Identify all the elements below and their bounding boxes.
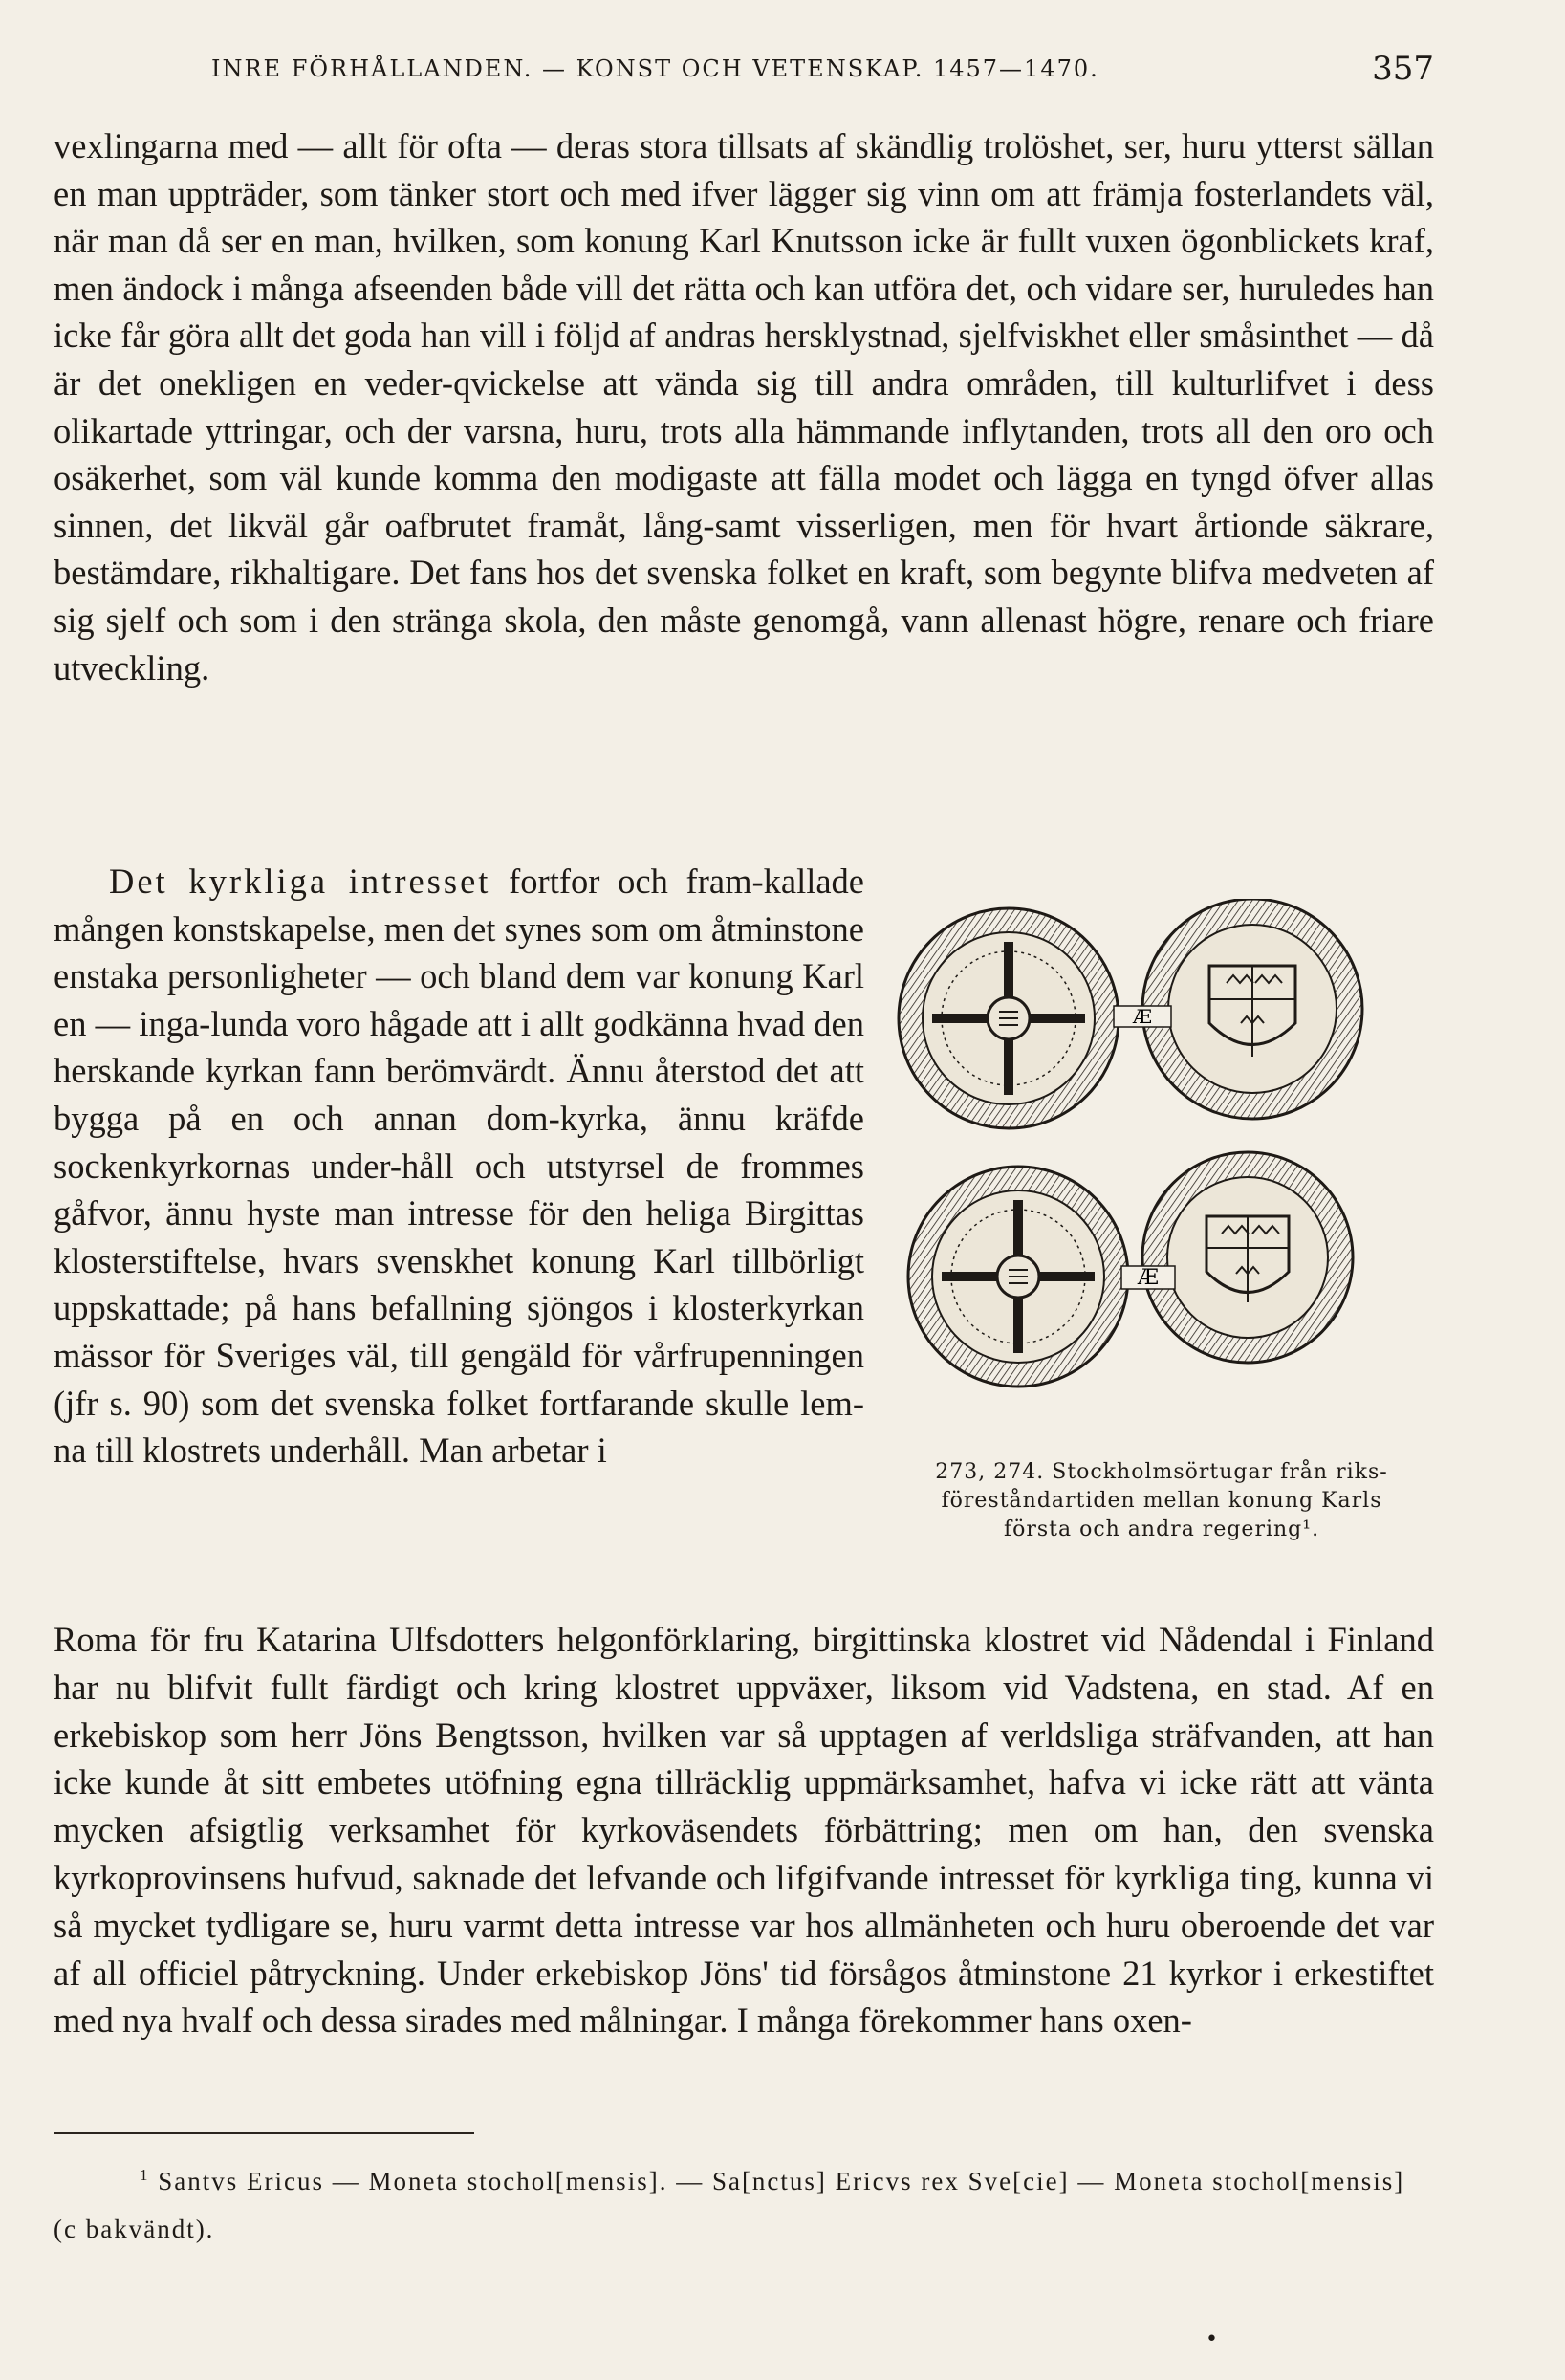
paragraph-2 xyxy=(54,858,864,1474)
footnote-divider xyxy=(54,2132,474,2134)
body-text-wrapped xyxy=(54,858,864,1474)
body-text-bottom xyxy=(54,1616,1434,2044)
coin-274-reverse xyxy=(1142,1152,1353,1363)
caption-line: 273, 274. Stockholmsörtugar från riks- xyxy=(935,1460,1388,1484)
coin-illustration xyxy=(875,899,1448,1453)
paragraph-2-text: fortfor och fram-kallade mången konstskapelse, men det synes som om åtminstone enstaka personligheter — och bland dem var konung Karl en — inga-lunda voro hågade att i allt godkänna hvad den herskande kyrkan fann berömvärdt. Ännu återstod det att bygga på en och annan dom-kyrka, ännu kräfde sockenkyrkornas under-håll och utstyrsel de frommes gåfvor, ännu hyste man intresse för den heliga Birgittas klosterstiftelse, hvars svenskhet konung Karl tillbörligt uppskattade; på hans befallning sjöngos i klosterkyrkan mässor för Sveriges väl, till gengäld för vårfrupenningen (jfr s. 90) som det svenska folket fortfarande skulle lem-na till klostrets underhåll. Man arbetar i xyxy=(54,862,864,1471)
page-mark: • xyxy=(1206,2327,1218,2351)
footnote-text: Santvs Ericus — Moneta stochol[mensis]. — Sa[nctus] Ericvs rex Sve[cie] — Moneta stochol[mensis] (c bakvändt). xyxy=(54,2167,1405,2243)
footnote-marker: 1 xyxy=(140,2166,150,2184)
coin-274-obverse xyxy=(908,1167,1128,1387)
coin-mark-2: Æ xyxy=(1137,1266,1160,1290)
body-text-top xyxy=(54,122,1434,691)
caption-line: första och andra regering¹. xyxy=(1003,1518,1320,1541)
spaced-emphasis: Det kyrkliga intresset xyxy=(109,862,491,901)
caption-line: föreståndartiden mellan konung Karls xyxy=(941,1489,1382,1513)
paragraph-2-continued: Roma för fru Katarina Ulfsdotters helgonförklaring, birgittinska klostret vid Nådendal i Finland har nu blifvit fullt färdigt och kring klostret uppväxer, liksom vid Vadstena, en stad. Af en erkebiskop som herr Jöns Bengtsson, hvilken var så upptagen af verldsliga sträfvanden, att han icke kunde åt sitt embetes utöfning egna tillräcklig uppmärksamhet, hafva vi icke rätt att vänta mycken afsigtlig verksamhet för kyrkoväsendets förbättring; men om han, den svenska kyrkoprovinsens hufvud, saknade det lefvande och lifgifvande intresset för kyrkliga ting, kunna vi så mycket tydligare se, huru varmt detta intresse var hos allmänheten och huru oberoende det var af all officiel påtryckning. Under erkebiskop Jöns' tid försågos åtminstone 21 kyrkor i erkestiftet med nya hvalf och dessa sirades med målningar. I många förekommer hans oxen- xyxy=(54,1620,1434,2041)
page-number: 357 xyxy=(1372,50,1434,88)
coin-figure xyxy=(875,899,1448,1606)
running-title: INRE FÖRHÅLLANDEN. — KONST OCH VETENSKAP. 1457—1470. xyxy=(211,55,1099,82)
footnote xyxy=(54,2151,1434,2253)
paragraph-1: vexlingarna med — allt för ofta — deras stora tillsats af skändlig trolöshet, ser, huru ytterst sällan en man uppträder, som tänker stort och med ifver lägger sig vinn om att främja fosterlandets väl, när man då ser en man, hvilken, som konung Karl Knutsson icke är fullt vuxen ögonblickets kraf, men ändock i många afseenden både vill det rätta och kan utföra det, och vidare ser, huruledes han icke får göra allt det goda han vill i följd af andras hersklystnad, sjelfviskhet eller småsinthet — då är det onekligen en veder-qvickelse att vända sig till andra områden, till kulturlifvet i dess olikartade yttringar, och der varsna, huru, trots alla hämmande inflytanden, trots all den oro och osäkerhet, som väl kunde komma den modigaste att fälla modet och lägga en tyngd öfver allas sinnen, det likväl går oafbrutet framåt, lång-samt visserligen, men för hvart årtionde säkrare, bestämdare, rikhaltigare. Det fans hos det svenska folket en kraft, som begynte blifva medveten af sig sjelf och som i den stränga skola, den måste genomgå, vann allenast högre, renare och friare utveckling. xyxy=(54,126,1434,688)
coin-273-reverse xyxy=(1142,899,1362,1119)
figure-caption xyxy=(875,1458,1448,1544)
coin-mark-1: Æ xyxy=(1132,1005,1153,1028)
coin-273-obverse xyxy=(899,908,1119,1128)
